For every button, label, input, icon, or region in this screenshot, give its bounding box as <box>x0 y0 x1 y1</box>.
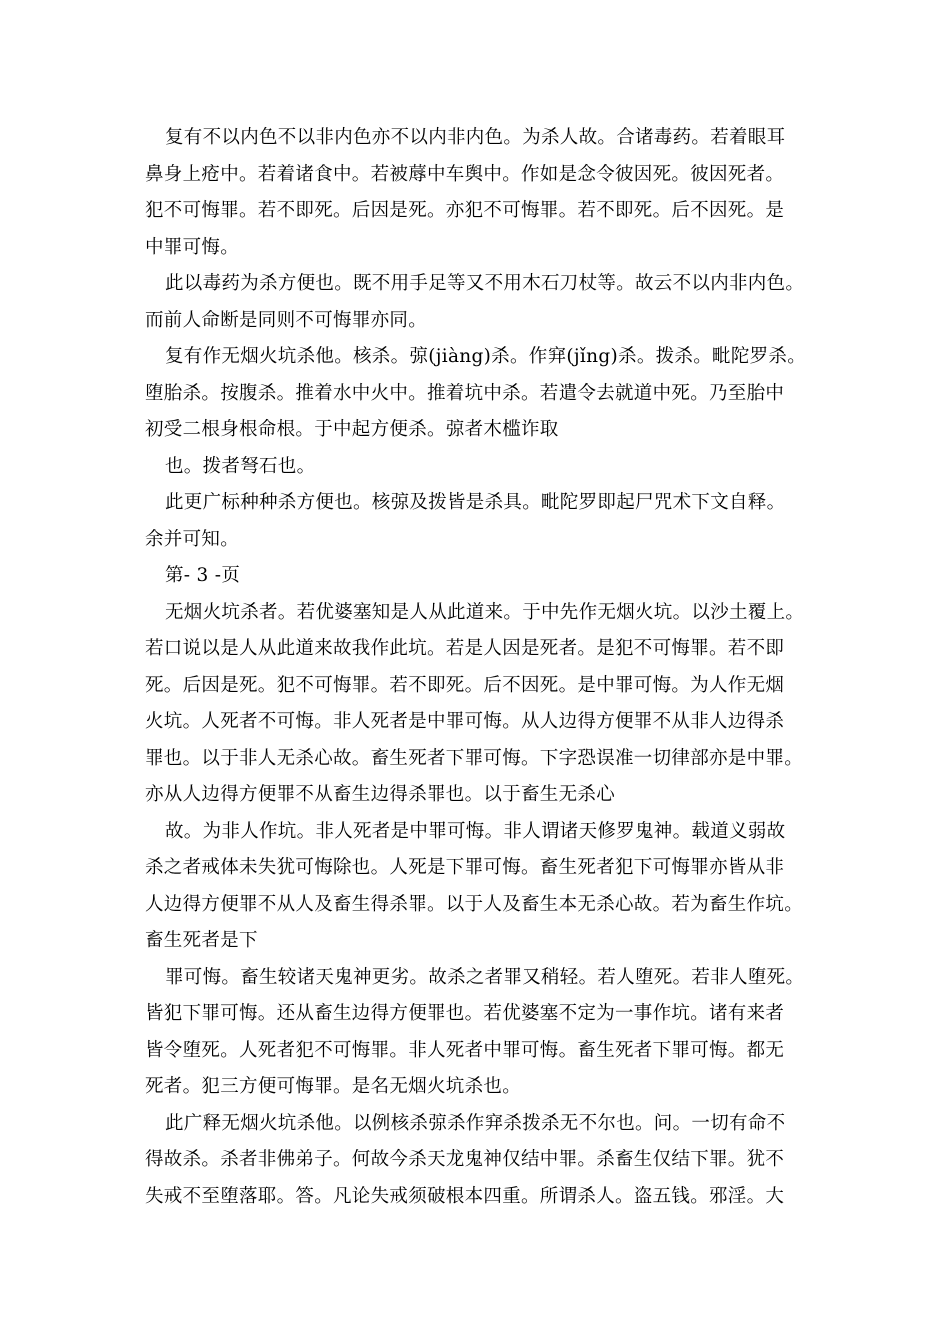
text-line: 复有作无烟火坑杀他。核杀。弶(jiàng)杀。作穽(jǐng)杀。拨杀。毗陀罗杀。 <box>165 346 807 367</box>
text-line: 若口说以是人从此道来故我作此坑。若是人因是死者。是犯不可悔罪。若不即 <box>145 638 785 659</box>
text-line: 堕胎杀。按腹杀。推着水中火中。推着坑中杀。若遣令去就道中死。乃至胎中 <box>145 382 785 404</box>
text-line: 罪也。以于非人无杀心故。畜生死者下罪可悔。下字恐误准一切律部亦是中罪。 <box>145 747 804 769</box>
text-line: 死者。犯三方便可悔罪。是名无烟火坑杀也。 <box>145 1076 522 1097</box>
text-line: 畜生死者是下 <box>145 930 258 951</box>
text-line: 复有不以内色不以非内色亦不以内非内色。为杀人故。合诸毒药。若着眼耳 <box>165 127 786 148</box>
text-line: 初受二根身根命根。于中起方便杀。弶者木槛诈取 <box>145 419 559 440</box>
text-line: 故。为非人作坑。非人死者是中罪可悔。非人谓诸天修罗鬼神。载道义弱故 <box>165 820 786 842</box>
text-line: 死。后因是死。犯不可悔罪。若不即死。后不因死。是中罪可悔。为人作无烟 <box>145 674 785 696</box>
text-line: 也。拨者弩石也。 <box>165 455 316 477</box>
text-line: 人边得方便罪不从人及畜生得杀罪。以于人及畜生本无杀心故。若为畜生作坑。 <box>145 893 804 915</box>
text-line: 余并可知。 <box>145 528 240 550</box>
text-line: 亦从人边得方便罪不从畜生边得杀罪也。以于畜生无杀心 <box>145 784 616 805</box>
text-line: 鼻身上疮中。若着诸食中。若被蓐中车舆中。作如是念令彼因死。彼因死者。 <box>145 163 785 185</box>
text-line: 杀之者戒体未失犹可悔除也。人死是下罪可悔。畜生死者犯下可悔罪亦皆从非 <box>145 857 785 878</box>
text-line: 第- 3 -页 <box>165 565 241 586</box>
text-line: 无烟火坑杀者。若优婆塞知是人从此道来。于中先作无烟火坑。以沙土覆上。 <box>165 601 805 623</box>
text-line: 火坑。人死者不可悔。非人死者是中罪可悔。从人边得方便罪不从非人边得杀 <box>145 711 785 732</box>
text-line: 而前人命断是同则不可悔罪亦同。 <box>145 309 428 331</box>
text-line: 皆犯下罪可悔。还从畜生边得方便罪也。若优婆塞不定为一事作坑。诸有来者 <box>145 1003 785 1024</box>
text-line: 此广释无烟火坑杀他。以例核杀弶杀作穽杀拨杀无不尔也。问。一切有命不 <box>165 1112 786 1134</box>
document-page <box>145 120 825 1215</box>
text-line: 中罪可悔。 <box>145 236 240 258</box>
text-line: 罪可悔。畜生较诸天鬼神更劣。故杀之者罪又稍轻。若人堕死。若非人堕死。 <box>165 966 805 988</box>
text-line: 犯不可悔罪。若不即死。后因是死。亦犯不可悔罪。若不即死。后不因死。是 <box>145 200 785 221</box>
text-line: 得故杀。杀者非佛弟子。何故今杀天龙鬼神仅结中罪。杀畜生仅结下罪。犹不 <box>145 1149 785 1170</box>
text-line: 失戒不至堕落耶。答。凡论失戒须破根本四重。所谓杀人。盗五钱。邪淫。大 <box>145 1185 785 1207</box>
text-line: 皆令堕死。人死者犯不可悔罪。非人死者中罪可悔。畜生死者下罪可悔。都无 <box>145 1039 785 1061</box>
text-line: 此以毒药为杀方便也。既不用手足等又不用木石刀杖等。故云不以内非内色。 <box>165 273 805 294</box>
text-line: 此更广标种种杀方便也。核弶及拨皆是杀具。毗陀罗即起尸咒术下文自释。 <box>165 492 786 513</box>
